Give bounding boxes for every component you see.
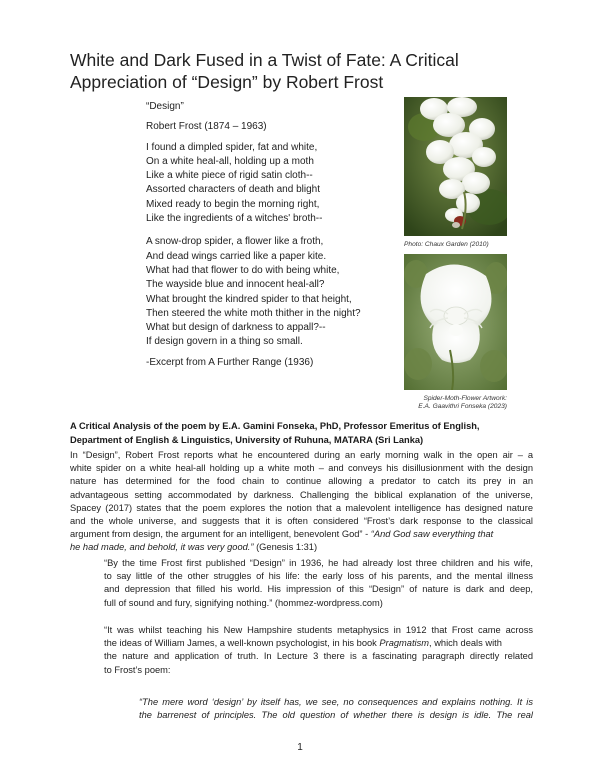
paragraph-line: nature has determined for the food chain to continue allowing a predator to catch its prey in an — [70, 476, 533, 487]
poem-line: Mixed ready to begin the morning right, — [146, 198, 320, 210]
poem-line: If design govern in a thing so small. — [146, 336, 303, 348]
poem-line: The wayside blue and innocent heal-all? — [146, 279, 325, 291]
paragraph-line — [104, 637, 533, 650]
photo-caption: Photo: Chaux Garden (2010) — [404, 241, 489, 248]
paragraph-line — [70, 541, 533, 554]
paragraph-line: “It was whilst teaching his New Hampshire students metaphysics in 1912 that Frost came across — [104, 625, 533, 635]
poem-line: I found a dimpled spider, fat and white, — [146, 141, 318, 153]
paragraph-line: white spider on a white heal-all holding up a white moth – and conveys his disillusionment with the design — [70, 463, 533, 474]
paragraph-line: In “Design”, Robert Frost reports what he encountered during an early morning walk in the open air – a — [70, 450, 533, 460]
paragraph-line: and depression that filled his world. His impression of this “Design” of nature is dark and deep, — [104, 584, 533, 595]
paragraph-line: the nature and application of truth. In Lecture 3 there is a fascinating paragraph directly related — [104, 651, 533, 662]
poem-block — [146, 100, 396, 370]
poem-author: Robert Frost (1874 – 1963) — [146, 121, 267, 133]
heal-all-photo — [404, 97, 507, 236]
poem-line: Then steered the white moth thither in the night? — [146, 307, 361, 319]
poem-line: And dead wings carried like a paper kite. — [146, 250, 327, 262]
poem-line: Assorted characters of death and blight — [146, 184, 320, 196]
analysis-paragraph-1 — [70, 449, 533, 555]
artwork-caption — [404, 395, 507, 411]
paragraph-line: full of sound and fury, signifying nothing.” (hommez-wordpress.com) — [104, 597, 383, 608]
paragraph-line: advantageous setting accommodated by darkness. Challenging the biblical explanation of the universe, — [70, 489, 533, 500]
poem-line: What but design of darkness to appall?-- — [146, 322, 326, 334]
genesis-quote-end: he had made, and behold, it was very good.” — [70, 542, 254, 553]
paragraph-line — [70, 528, 533, 541]
paragraph-line: “By the time Frost first published “Design” in 1936, he had already lost three children and his wife, — [104, 558, 533, 568]
poem-line: A snow-drop spider, a flower like a froth, — [146, 236, 324, 248]
title-line-2: Appreciation of “Design” by Robert Frost — [70, 72, 384, 92]
paragraph-line: “The mere word ‘design’ by itself has, we see, no consequences and explains nothing. It is — [139, 697, 533, 707]
poem-line: Like the ingredients of a witches' broth-- — [146, 213, 323, 225]
poem-line: What had that flower to do with being white, — [146, 264, 340, 276]
genesis-quote: “And God saw everything that — [370, 529, 494, 540]
analysis-heading-line-2: Department of English & Linguistics, University of Ruhuna, MATARA (Sri Lanka) — [70, 434, 424, 445]
poem-line: What brought the kindred spider to that height, — [146, 293, 352, 305]
paragraph-text: the ideas of William James, a well-known psychologist, in his book — [104, 638, 380, 649]
analysis-heading-line-1: A Critical Analysis of the poem by E.A. Gamini Fonseka, PhD, Professor Emeritus of English, — [70, 421, 480, 431]
poem-source: -Excerpt from A Further Range (1936) — [146, 356, 314, 368]
analysis-heading — [70, 420, 532, 447]
analysis-quote-hommez — [104, 557, 533, 610]
paragraph-line: to say little of the other struggles of his life: the early loss of his parents, and the mental illness — [104, 571, 533, 582]
poem-line: On a white heal-all, holding up a moth — [146, 155, 314, 167]
analysis-quote-pragmatism — [139, 696, 533, 722]
paragraph-line: to Frost’s poem: — [104, 664, 171, 675]
paragraph-line: Spacey (2017) states that the poem explores the notion that a malevolent intelligence has designed nature — [70, 502, 533, 513]
artwork-caption-line-1: Spider-Moth-Flower Artwork: — [423, 395, 507, 402]
paragraph-line: the barrenest of principles. The old question of whether there is design is idle. The real — [139, 710, 533, 721]
book-title: Pragmatism — [379, 638, 430, 649]
genesis-reference: (Genesis 1:31) — [253, 542, 318, 553]
poem-heading: “Design” — [146, 101, 184, 112]
paragraph-line: and the whole universe, and suggests that it is often considered “Frost’s dark response to the classical — [70, 516, 533, 527]
poem-line: Like a white piece of rigid satin cloth-- — [146, 170, 313, 182]
analysis-quote-james — [104, 624, 533, 677]
artwork-caption-line-2: E.A. Gaavithri Fonseka (2023) — [418, 403, 507, 410]
page-title — [70, 49, 530, 93]
paragraph-text: argument from design, the argument for an intelligent, benevolent God” - — [70, 529, 371, 540]
spider-moth-flower-artwork — [404, 254, 507, 390]
page-number: 1 — [297, 742, 303, 753]
title-line-1: White and Dark Fused in a Twist of Fate: A Critical — [70, 50, 459, 70]
paragraph-text: , which deals with — [429, 638, 502, 649]
